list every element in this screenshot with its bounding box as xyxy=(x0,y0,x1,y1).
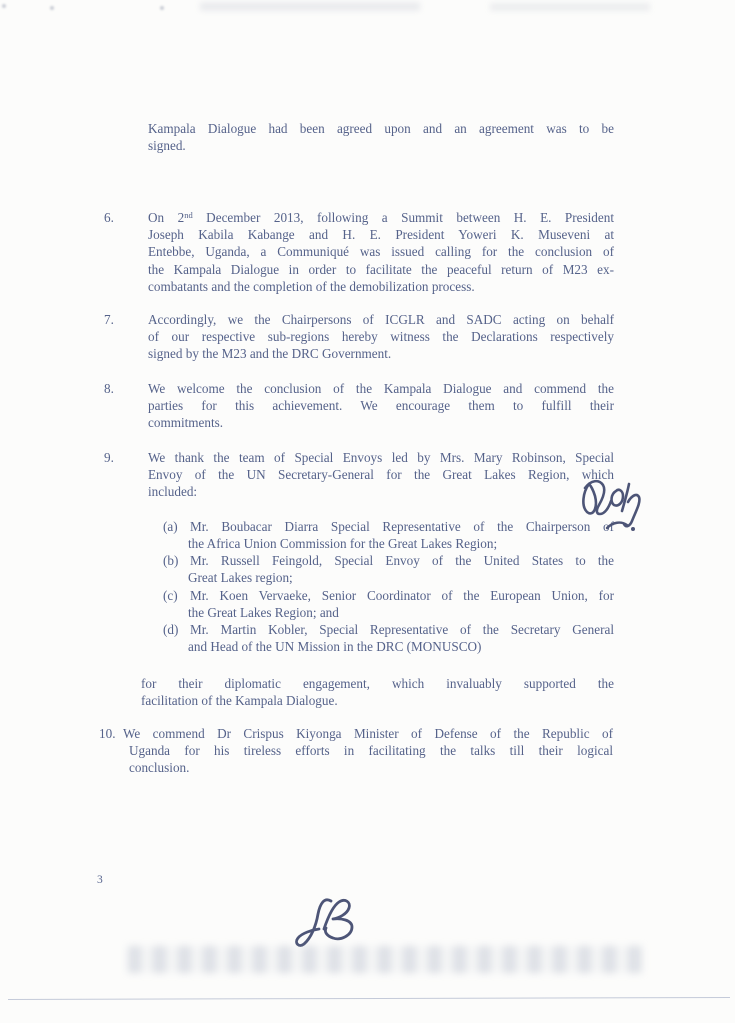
list-item-6 xyxy=(148,209,614,295)
sublist-item-c xyxy=(190,587,614,621)
signature-initials-icon xyxy=(293,894,371,952)
paragraph-closing xyxy=(141,675,614,709)
text-line: Entebbe, Uganda, a Communiqué was issued calling for the conclusion of xyxy=(148,244,614,260)
text-line: Uganda for his tireless efforts in facilitating the talks till their logical xyxy=(129,743,613,759)
text-line: signed by the M23 and the DRC Government. xyxy=(148,346,392,362)
sublist-item-d xyxy=(190,621,614,655)
scan-smudge-top xyxy=(200,2,420,11)
page-number: 3 xyxy=(97,874,103,886)
scan-line-bottom xyxy=(8,997,730,1000)
sublist-item-b xyxy=(190,552,614,586)
list-item-number: 7. xyxy=(104,312,114,327)
scan-speck xyxy=(160,6,164,10)
signature-scribble-icon xyxy=(575,476,660,536)
text-line: of our respective sub-regions hereby witness the Declarations respectively xyxy=(148,329,614,345)
list-item-number: 10. xyxy=(99,726,116,741)
text-line: Great Lakes region; xyxy=(188,570,293,586)
scan-speck xyxy=(2,4,6,8)
sublist-marker: (c) xyxy=(163,588,178,603)
text-line: We welcome the conclusion of the Kampala Dialogue and commend the xyxy=(148,381,614,396)
list-item-number: 6. xyxy=(104,210,114,225)
text-line: conclusion. xyxy=(129,760,190,776)
text-line: Mr. Martin Kobler, Special Representative of the Secretary General xyxy=(190,622,614,637)
list-item-number: 9. xyxy=(104,450,114,465)
list-item-7 xyxy=(148,311,614,363)
text-line: Mr. Koen Vervaeke, Senior Coordinator of the European Union, for xyxy=(190,588,614,603)
text-line: and Head of the UN Mission in the DRC (MONUSCO) xyxy=(188,639,482,655)
text-line: facilitation of the Kampala Dialogue. xyxy=(141,693,338,709)
text-line: We commend Dr Crispus Kiyonga Minister of Defense of the Republic of xyxy=(123,726,613,741)
list-item-8 xyxy=(148,380,614,432)
sublist-marker: (a) xyxy=(163,519,178,534)
list-item-9 xyxy=(148,449,614,501)
paragraph-intro xyxy=(148,120,614,154)
scan-smudge-top xyxy=(490,3,650,11)
list-item-number: 8. xyxy=(104,381,114,396)
text-line: Mr. Boubacar Diarra Special Representative of the Chairperson of xyxy=(190,519,614,534)
sublist-marker: (b) xyxy=(163,553,179,568)
text-line: parties for this achievement. We encourage them to fulfill their xyxy=(148,398,614,414)
text-line: combatants and the completion of the demobilization process. xyxy=(148,278,475,294)
scan-smudge-bottom xyxy=(128,946,643,973)
text-line: Envoy of the UN Secretary-General for the Great Lakes Region, which xyxy=(148,467,614,483)
text-line: Joseph Kabila Kabange and H. E. President Yoweri K. Museveni at xyxy=(148,227,614,243)
text-line: Kampala Dialogue had been agreed upon and an agreement was to be xyxy=(148,121,614,136)
text-line: the Africa Union Commission for the Great Lakes Region; xyxy=(188,536,498,552)
text-line: commitments. xyxy=(148,415,224,431)
text-line: the Great Lakes Region; and xyxy=(188,605,339,621)
scan-speck xyxy=(50,6,54,10)
text-line: the Kampala Dialogue in order to facilitate the peaceful return of M23 ex- xyxy=(148,261,614,277)
text-line: for their diplomatic engagement, which invaluably supported the xyxy=(141,676,614,691)
text-line: Accordingly, we the Chairpersons of ICGLR and SADC acting on behalf xyxy=(148,312,614,327)
sublist-item-a xyxy=(190,518,614,552)
text-line: included: xyxy=(148,484,198,500)
sublist-marker: (d) xyxy=(163,622,179,637)
text-line: On 2nd December 2013, following a Summit between H. E. President xyxy=(148,210,614,225)
text-line: Mr. Russell Feingold, Special Envoy of the United States to the xyxy=(190,553,614,568)
text-line: signed. xyxy=(148,138,186,154)
text-line: We thank the team of Special Envoys led by Mrs. Mary Robinson, Special xyxy=(148,450,614,465)
list-item-10 xyxy=(123,725,613,777)
